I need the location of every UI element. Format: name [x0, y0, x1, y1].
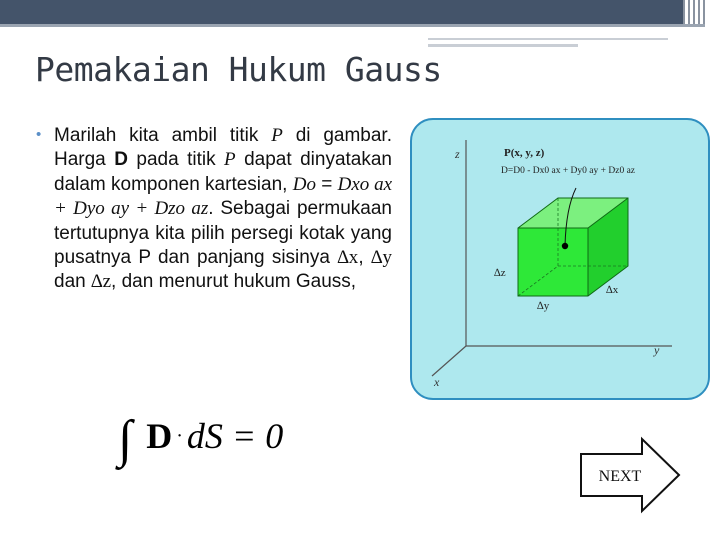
gauss-formula — [118, 402, 284, 468]
d-equation-label: D=D0 - Dx0 ax + Dy0 ay + Dz0 az — [501, 166, 635, 176]
bullet-icon: • — [36, 126, 42, 143]
point-label: P(x, y, z) — [504, 147, 545, 159]
text-run: D — [114, 149, 128, 171]
dy-label: ∆y — [537, 300, 550, 312]
cube-front-face — [518, 228, 588, 296]
text-run: pada titik — [127, 149, 225, 171]
top-bar — [0, 0, 720, 26]
text-run: P — [224, 149, 236, 171]
integral-sign: ∫ — [118, 411, 133, 468]
gauss-cube-figure — [410, 118, 710, 400]
next-button-label: NEXT — [598, 468, 642, 485]
text-run: = — [315, 173, 338, 195]
text-run: di gambar. Harga — [54, 125, 392, 171]
dz-label: ∆z — [494, 267, 506, 279]
formula-D: D — [146, 416, 173, 456]
text-run: ∆x — [337, 247, 359, 269]
text-run: , dan menurut hukum Gauss, — [111, 271, 357, 293]
top-bar-band — [0, 0, 705, 24]
slide-title: Pemakaian Hukum Gauss — [35, 50, 442, 89]
text-run: , — [358, 247, 371, 269]
axis-z-label: z — [455, 147, 460, 161]
text-run: Marilah kita ambil titik — [54, 125, 272, 146]
formula-rhs: dS = 0 — [186, 416, 284, 456]
text-run: dapat dinyatakan dalam komponen kartesian, — [54, 149, 392, 195]
decor-line — [428, 44, 578, 47]
dot-operator: · — [176, 425, 183, 447]
text-run: Dxo ax + Dyo ay + Dzo az — [54, 173, 393, 220]
decor-line — [428, 38, 668, 40]
text-run: P — [271, 125, 283, 146]
text-run: dan — [54, 271, 91, 293]
text-run: ∆z — [90, 271, 112, 293]
text-run: Do — [292, 173, 316, 195]
text-run: . Sebagai permukaan tertutupnya kita pilih persegi kotak yang pusatnya P dan panjang sisinya — [54, 198, 392, 269]
bullet-text — [54, 124, 392, 295]
dx-label: ∆x — [606, 284, 619, 296]
axis-x-label: x — [434, 375, 440, 389]
axis-y-label: y — [654, 343, 660, 357]
point-P-icon — [562, 243, 568, 249]
top-bar-strip — [0, 24, 705, 27]
text-run: ∆y — [370, 247, 392, 269]
next-button[interactable] — [578, 436, 682, 514]
top-bar-stripes — [683, 0, 705, 24]
